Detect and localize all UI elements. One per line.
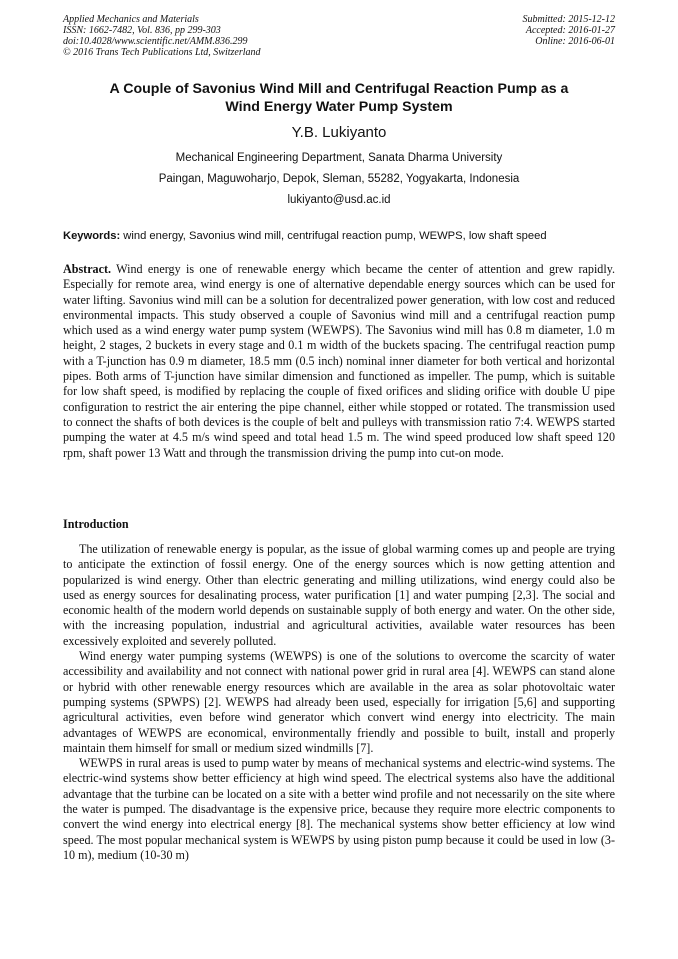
keywords-text: wind energy, Savonius wind mill, centrifugal reaction pump, WEWPS, low shaft speed	[120, 230, 547, 242]
affiliation-department: Mechanical Engineering Department, Sanata Dharma University	[175, 152, 503, 164]
title-line-1: A Couple of Savonius Wind Mill and Centrifugal Reaction Pump as a	[109, 81, 569, 97]
issn-line: ISSN: 1662-7482, Vol. 836, pp 299-303	[63, 25, 221, 36]
abstract-label: Abstract.	[63, 262, 112, 276]
abstract-text: Wind energy is one of renewable energy which became the center of attention and grew rapidly. Especially for remote area, wind energy is one of alternative dependable energy sources which can be used for water lifting. Savonius wind mill can be a solution for decentralized power generation, with low cost and reduced environmental impacts. This study observed a couple of Savonius wind mill and a centrifugal reaction pump which used as a wind energy water pump system (WEWPS). The Savonius wind mill has 0.8 m diameter, 1.0 m height, 2 stages, 2 buckets in every stage and 0.1 m width of the buckets spacing. The centrifugal reaction pump with a T-junction has 0.9 m diameter, 18.5 mm (0.5 inch) nominal inner diameter for both vertical and horizontal pipes. Both arms of T-junction have similar dimension and functioned as impeller. The pump, which is suitable for low shaft speed, is modified by replacing the couple of fixed orifices and sliding orifice with double U pipe configuration to restrict the air entering the pipe channel, either while stopped or rotated. The transmission used to connect the shafts of both devices is the couple of belt and pulleys with transmission ratio 7:4. WEWPS started pumping the water at 4.5 m/s wind speed and total head 1.5 m. The wind speed produced low shaft speed 120 rpm, shaft power 13 Watt and through the transmission driving the pump into cut-on mode.	[63, 262, 615, 460]
introduction-body	[63, 542, 615, 863]
copyright-line: © 2016 Trans Tech Publications Ltd, Switzerland	[63, 47, 261, 58]
section-heading-introduction: Introduction	[63, 517, 129, 531]
intro-paragraph-2: Wind energy water pumping systems (WEWPS) is one of the solutions to overcome the scarcity of water accessibility and availability and not connect with national power grid in rural area [4]. WEWPS can stand alone or hybrid with other renewable energy resources which are available in the area as solar photovoltaic water pumping systems (SPWPS) [2]. WEWPS had already been used, especially for irrigation [5,6] and supporting agricultural activities, even before wind generator which convert wind energy into electricity. The main advantages of WEWPS are economical, environmentally friendly and possible to built, install and properly maintain them himself for small or medium sized windmills [7].	[63, 649, 615, 755]
publication-dates	[523, 14, 616, 47]
author-name: Y.B. Lukiyanto	[291, 124, 387, 141]
intro-paragraph-3: WEWPS in rural areas is used to pump water by means of mechanical systems and electric-wind systems. The electric-wind systems show better efficiency at high wind speed. The electrical systems also have the additional advantage that the turbine can be located on a site with a better wind profile and not necessarily on the site where the water is pumped. The disadvantage is the expensive price, because they require more electric components to convert the wind energy into electrical energy [8]. The mechanical systems show better efficiency at low wind speed. The most popular mechanical system is WEWPS by using piston pump because it could be used in low (3-10 m), medium (10-30 m)	[63, 756, 615, 862]
author-email: lukiyanto@usd.ac.id	[287, 194, 391, 206]
intro-paragraph-1: The utilization of renewable energy is popular, as the issue of global warming comes up and people are trying to anticipate the extinction of fossil energy. One of the energy sources which is now getting attention and popularized is wind energy. Other than electric generating and milling utilizations, wind energy could also be used as energy sources for desalinating process, water purification [1] and water pumping [2,3]. The social and economic health of the modern world depends on sustainable supply of both energy and water. On the other side, with the increasing population, industrial and agricultural activities, available water resources has been excessively exploited and severely polluted.	[63, 542, 615, 648]
title-line-2: Wind Energy Water Pump System	[225, 99, 453, 115]
publication-info	[63, 14, 261, 58]
journal-name: Applied Mechanics and Materials	[63, 14, 199, 25]
doi-line: doi:10.4028/www.scientific.net/AMM.836.299	[63, 36, 248, 47]
submitted-date: Submitted: 2015-12-12	[522, 14, 615, 25]
accepted-date: Accepted: 2016-01-27	[525, 25, 615, 36]
online-date: Online: 2016-06-01	[535, 36, 615, 47]
keywords-label: Keywords:	[63, 230, 121, 242]
abstract	[63, 262, 615, 461]
paper-title	[60, 80, 618, 116]
affiliation-address: Paingan, Maguwoharjo, Depok, Sleman, 55282, Yogyakarta, Indonesia	[158, 173, 520, 185]
keywords	[63, 229, 623, 243]
